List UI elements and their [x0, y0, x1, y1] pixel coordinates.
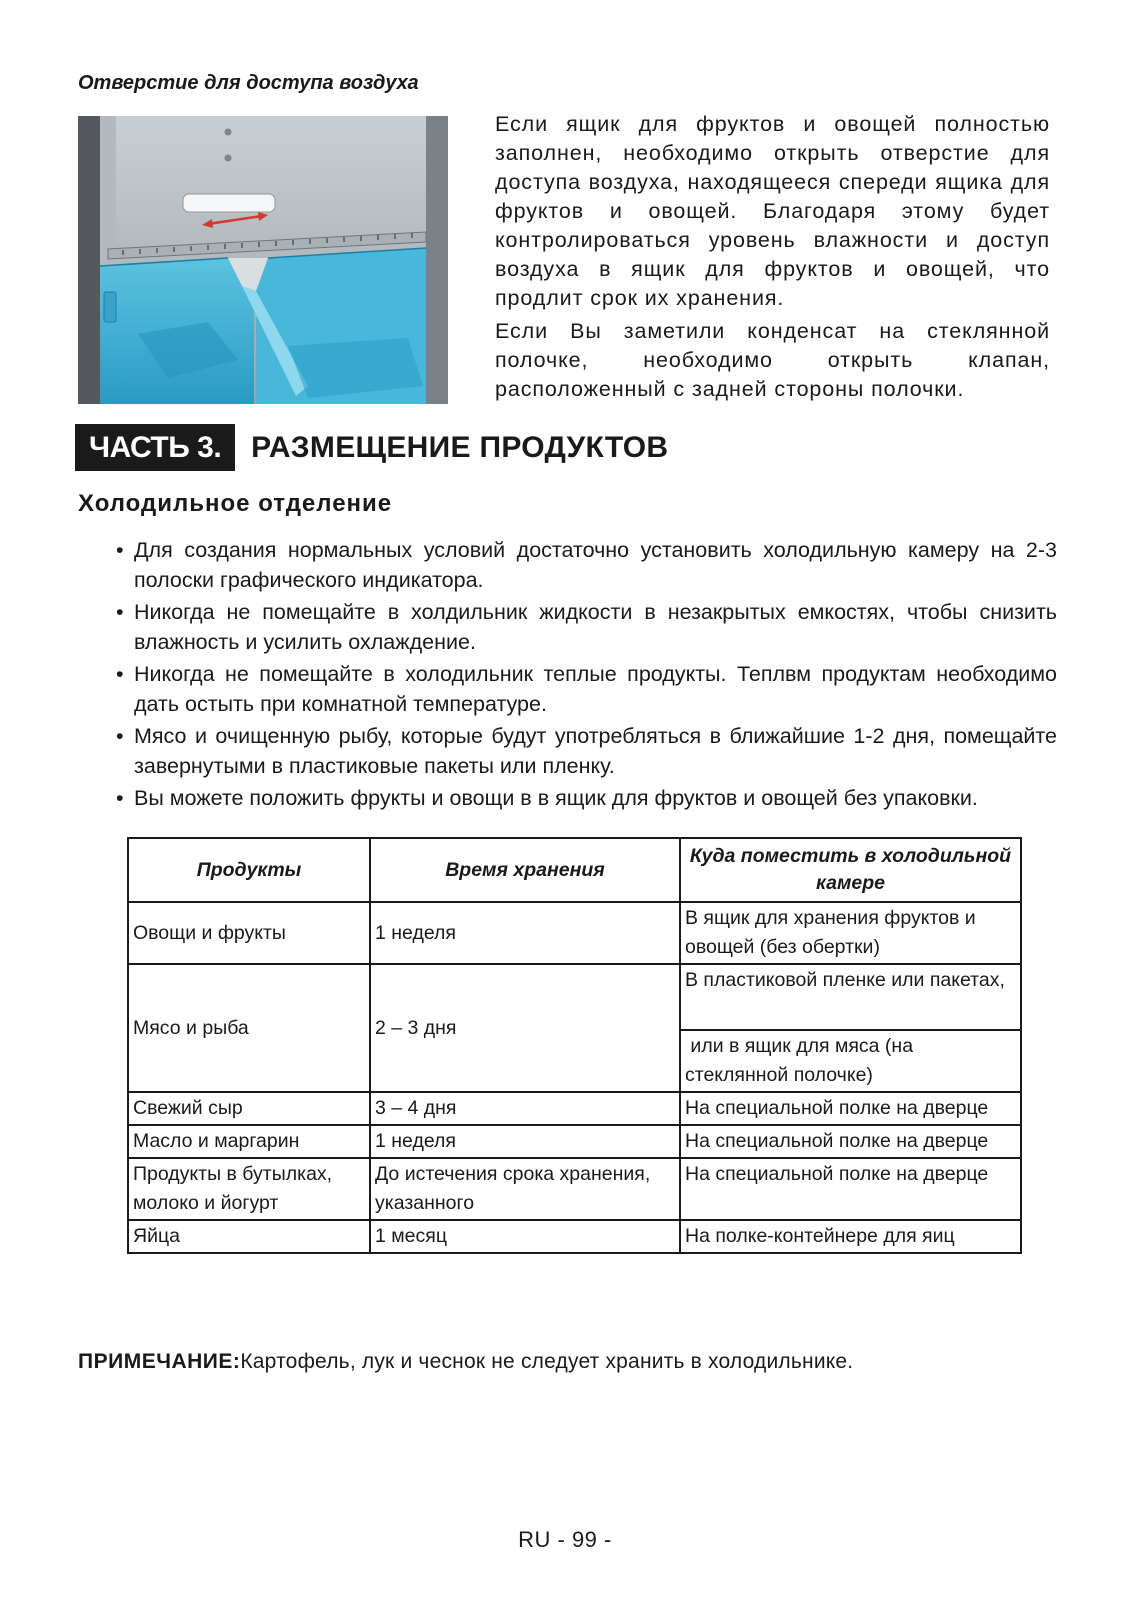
header-storage-time: Время хранения: [370, 838, 680, 902]
list-item: • Вы можете положить фрукты и овощи в в ящик для фруктов и овощей без упаковки.: [112, 783, 1057, 813]
cell-time: 1 неделя: [370, 902, 680, 964]
storage-table: [127, 837, 1022, 1254]
note-text: Картофель, лук и чеснок не следует хранить в холодильнике.: [240, 1350, 854, 1373]
table-row: [128, 964, 1021, 1030]
table-row: [128, 1158, 1021, 1220]
header-products: Продукты: [128, 838, 370, 902]
list-item: • Для создания нормальных условий достаточно установить холодильную камеру на 2-3 полоски графического индикатора.: [112, 535, 1057, 595]
table-row: [128, 1125, 1021, 1158]
intro-paragraph-1: Если ящик для фруктов и овощей полностью заполнен, необходимо открыть отверстие для доступа воздуха, находящееся спереди ящика для фруктов и овощей. Благодаря этому будет контролироваться уровень влажности и доступ воздуха в ящик для фруктов и овощей, что продлит срок их хранения.: [495, 112, 1050, 310]
section-title: Холодильное отделение: [78, 490, 393, 517]
cell-place: На специальной полке на дверце: [680, 1158, 1021, 1220]
intro-paragraph-2: Если Вы заметили конденсат на стеклянной полочке, необходимо открыть клапан, расположенный с задней стороны полочки.: [495, 319, 1050, 401]
list-item: • Никогда не помещайте в холодильник теплые продукты. Теплвм продуктам необходимо дать остыть при комнатной температуре.: [112, 659, 1057, 719]
part-heading: [75, 424, 668, 471]
cell-product: Свежий сыр: [128, 1092, 370, 1125]
table-row: [128, 1220, 1021, 1253]
cell-product: Продукты в бутылках, молоко и йогурт: [128, 1158, 370, 1220]
cell-time: До истечения срока хранения, указанного: [370, 1158, 680, 1220]
cell-place: На специальной полке на дверце: [680, 1125, 1021, 1158]
table-header-row: [128, 838, 1021, 902]
cell-product: Овощи и фрукты: [128, 902, 370, 964]
fridge-crisper-illustration: [78, 116, 448, 404]
header-placement: Куда поместить в холодильной камере: [680, 838, 1021, 902]
bullet-list: [112, 535, 1057, 815]
cell-place-alt: или в ящик для мяса (на стеклянной полочке): [680, 1030, 1021, 1092]
part-label: ЧАСТЬ 3.: [75, 424, 235, 471]
cell-time: 1 месяц: [370, 1220, 680, 1253]
note: [78, 1350, 853, 1374]
table-row: [128, 1092, 1021, 1125]
page-number: RU - 99 -: [518, 1527, 612, 1552]
cell-place: На полке-контейнере для яиц: [680, 1220, 1021, 1253]
part-title: РАЗМЕЩЕНИЕ ПРОДУКТОВ: [251, 430, 669, 464]
table-row: [128, 902, 1021, 964]
note-label: ПРИМЕЧАНИЕ:: [78, 1350, 241, 1373]
list-item: • Никогда не помещайте в холдильник жидкости в незакрытых емкостях, чтобы снизить влажность и усилить охлаждение.: [112, 597, 1057, 657]
cell-product: Яйца: [128, 1220, 370, 1253]
cell-product: Мясо и рыба: [128, 964, 370, 1092]
cell-place: На специальной полке на дверце: [680, 1092, 1021, 1125]
cell-time: 3 – 4 дня: [370, 1092, 680, 1125]
cell-place: В пластиковой пленке или пакетах,: [680, 964, 1021, 1030]
cell-product: Масло и маргарин: [128, 1125, 370, 1158]
cell-place: В ящик для хранения фруктов и овощей (без обертки): [680, 902, 1021, 964]
cell-time: 2 – 3 дня: [370, 964, 680, 1092]
intro-text: [495, 110, 1050, 408]
air-vent-icon: [78, 116, 448, 404]
list-item: • Мясо и очищенную рыбу, которые будут употребляться в ближайшие 1-2 дня, помещайте завернутыми в пластиковые пакеты или пленку.: [112, 721, 1057, 781]
cell-time: 1 неделя: [370, 1125, 680, 1158]
figure-caption: Отверстие для доступа воздуха: [78, 72, 419, 94]
